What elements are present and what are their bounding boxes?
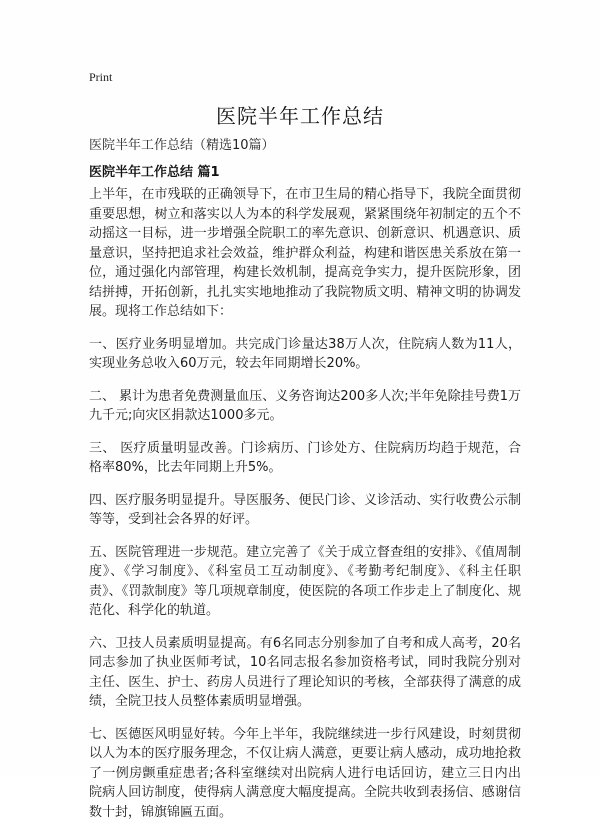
paragraph-item-7: 七、医德医风明显好转。今年上半年，我院继续进一步行风建设，时刻贯彻以人为本的医疗服务理念，不仅让病人满意，更要让病人感动，成功地抢救了一例房颤重症患者;各科室继续对出院病人进行电话回访，建立三日内出院病人回访制度，使得病人满意度大幅度提高。全院共收到表扬信、感谢信数十封，锦旗锦匾五面。 [89,726,521,820]
paragraph-item-6: 六、卫技人员素质明显提高。有6名同志分别参加了自考和成人高考，20名同志参加了执业医师考试，10名同志报名参加资格考试，同时我院分别对主任、医生、护士、药房人员进行了理论知识的考核，全部获得了满意的成绩，全院卫技人员整体素质明显增强。 [89,635,521,709]
paragraph-item-3: 三、 医疗质量明显改善。门诊病历、门诊处方、住院病历均趋于规范，合格率80%，比去年同期上升5%。 [89,440,521,475]
document-title: 医院半年工作总结 [216,104,384,128]
paragraph-item-4: 四、医疗服务明显提升。导医服务、便民门诊、义诊活动、实行收费公示制等等，受到社会各界的好评。 [89,492,521,527]
document-subtitle: 医院半年工作总结（精选10篇） [89,138,275,153]
document-body [89,185,521,835]
paragraph-item-1: 一、医疗业务明显增加。共完成门诊量达38万人次，住院病人数为11人，实现业务总收入60万元，较去年同期增长20%。 [89,336,521,371]
print-label: Print [89,70,113,84]
paragraph-item-5: 五、医院管理进一步规范。建立完善了《关于成立督查组的安排》、《值周制度》、《学习制度》、《科室员工互动制度》、《考勤考纪制度》、《科主任职责》、《罚款制度》等几项规章制度，使医院的各项工作步走上了制度化、规范化、科学化的轨道。 [89,544,521,618]
paragraph-item-2: 二、 累计为患者免费测量血压、义务咨询达200多人次;半年免除挂号费1万九千元;向灾区捐款达1000多元。 [89,388,521,423]
paragraph-intro: 上半年，在市残联的正确领导下，在市卫生局的精心指导下，我院全面贯彻重要思想，树立和落实以人为本的科学发展观，紧紧围绕年初制定的五个不动摇这一目标，进一步增强全院职工的率先意识、创新意识、机遇意识、质量意识，坚持把追求社会效益，维护群众利益，构建和谐医患关系放在第一位，通过强化内部管理，构建长效机制，提高竞争实力，提升医院形象，团结拼搏，开拓创新，扎扎实实地地推动了我院物质文明、精神文明的协调发展。现将工作总结如下： [89,187,521,319]
section-heading: 医院半年工作总结 篇1 [89,165,220,180]
